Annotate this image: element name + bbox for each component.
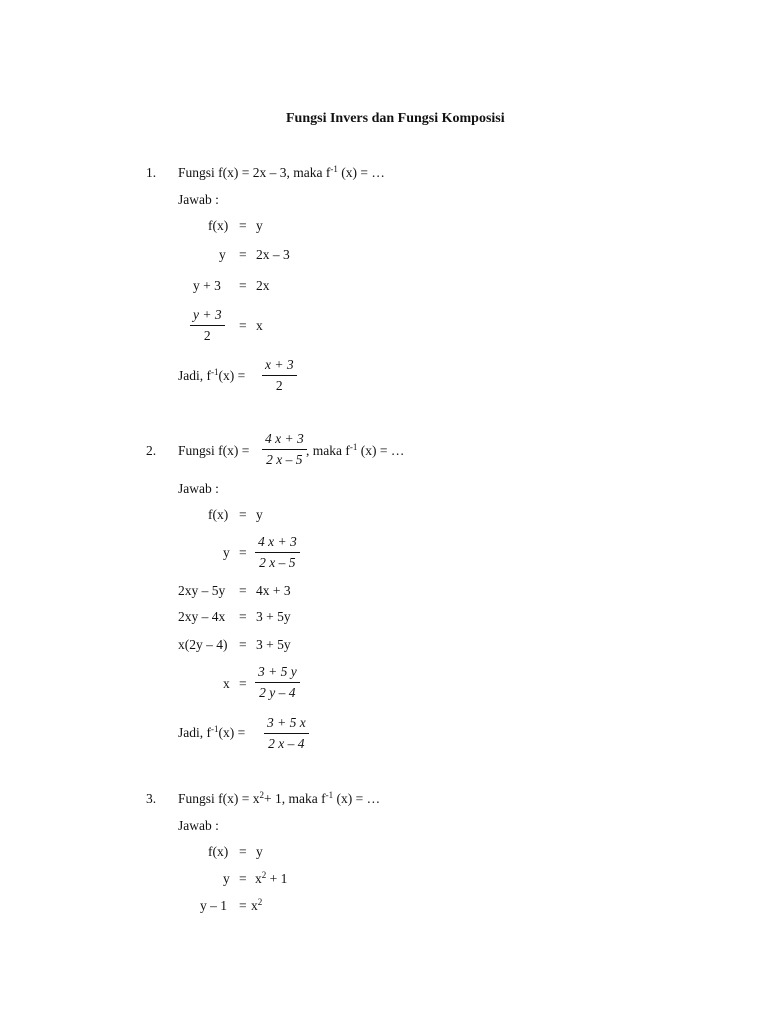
q1-statement-sup: -1: [330, 164, 338, 174]
q1-r4-denominator: 2: [203, 327, 211, 343]
q2-r6-eq: =: [239, 676, 247, 691]
q2-jadi-numerator: 3 + 5 x: [264, 716, 309, 734]
q2-statement-fraction: [262, 432, 307, 466]
q1-r2-eq: =: [239, 247, 247, 262]
q3-statement: [178, 792, 380, 806]
q2-r4-eq: =: [239, 609, 247, 624]
q2-r2-denominator: 2 x – 5: [259, 554, 296, 570]
q2-r1-eq: =: [239, 507, 247, 522]
q2-r4-lhs: 2xy – 4x: [178, 609, 226, 624]
q1-jadi-numerator: x + 3: [262, 358, 297, 376]
q1-r4-eq: =: [239, 318, 247, 333]
q2-jadi: [178, 726, 245, 740]
q2-statement-post-tail: (x) = …: [357, 443, 405, 458]
q2-jadi-fraction: [264, 716, 309, 750]
q3-r2-rhs: [255, 872, 287, 886]
q1-r2-rhs: 2x – 3: [256, 247, 290, 262]
q3-r2-eq: =: [239, 871, 247, 886]
q1-r2-lhs: y: [219, 247, 226, 262]
q1-statement: [178, 166, 385, 180]
q2-r3-rhs: 4x + 3: [256, 583, 291, 598]
q1-r1-eq: =: [239, 218, 247, 233]
q1-r3-eq: =: [239, 278, 247, 293]
q2-r3-lhs: 2xy – 5y: [178, 583, 226, 598]
q1-jadi-sup: -1: [211, 367, 219, 377]
q3-r2-square: 2: [261, 870, 267, 880]
q3-r2-rhs-post: + 1: [266, 871, 288, 886]
q3-r3-rhs-pre: x: [251, 898, 258, 913]
q2-r5-rhs: 3 + 5y: [256, 637, 291, 652]
q1-number: 1.: [146, 165, 157, 180]
q2-statement-denominator: 2 x – 5: [266, 451, 303, 467]
q1-r4-numerator: y + 3: [190, 308, 225, 326]
q1-r1-lhs: f(x): [208, 218, 229, 233]
q3-jawab: Jawab :: [178, 818, 219, 833]
q2-statement-numerator: 4 x + 3: [262, 432, 307, 450]
q2-jawab: Jawab :: [178, 481, 219, 496]
q1-jadi-post: (x) =: [218, 368, 246, 383]
q2-r5-eq: =: [239, 637, 247, 652]
q2-number: 2.: [146, 443, 157, 458]
q2-r6-denominator: 2 y – 4: [259, 684, 296, 700]
q3-statement-pre: Fungsi f(x) = x: [178, 791, 260, 806]
q1-r4-fraction: [190, 308, 225, 342]
q2-jadi-post: (x) =: [218, 725, 246, 740]
q2-statement-post-pre: , maka f: [306, 443, 350, 458]
q3-statement-post: (x) = …: [333, 791, 381, 806]
q2-r1-lhs: f(x): [208, 507, 229, 522]
q2-r6-lhs: x: [223, 676, 230, 691]
q1-r1-rhs: y: [256, 218, 263, 233]
q3-number: 3.: [146, 791, 157, 806]
q2-statement-post: [306, 444, 404, 458]
q1-jawab: Jawab :: [178, 192, 219, 207]
q1-jadi-fraction: [262, 358, 297, 392]
q2-jadi-pre: Jadi, f: [178, 725, 211, 740]
q2-jadi-sup: -1: [211, 724, 219, 734]
q2-r2-fraction: [255, 535, 300, 569]
q1-statement-pre: Fungsi f(x) = 2x – 3, maka f: [178, 165, 331, 180]
q2-r2-lhs: y: [223, 545, 230, 560]
q2-r5-lhs: x(2y – 4): [178, 637, 228, 652]
q1-r3-lhs: y + 3: [193, 278, 221, 293]
q3-r1-lhs: f(x): [208, 844, 229, 859]
q3-r1-rhs: y: [256, 844, 263, 859]
q3-r2-lhs: y: [223, 871, 230, 886]
q2-r6-numerator: 3 + 5 y: [255, 665, 300, 683]
q3-r2-rhs-pre: x: [255, 871, 262, 886]
q3-r3-rhs: [251, 899, 262, 913]
q2-r3-eq: =: [239, 583, 247, 598]
q3-statement-square: 2: [259, 790, 264, 800]
q1-jadi-pre: Jadi, f: [178, 368, 211, 383]
q1-statement-post: (x) = …: [337, 165, 385, 180]
q2-r2-numerator: 4 x + 3: [255, 535, 300, 553]
q3-r3-lhs: y – 1: [200, 898, 227, 913]
q2-r2-eq: =: [239, 545, 247, 560]
q2-r6-fraction: [255, 665, 300, 699]
q2-r1-rhs: y: [256, 507, 263, 522]
q2-statement-sup: -1: [349, 442, 358, 452]
q1-r4-rhs: x: [256, 318, 263, 333]
q1-jadi: [178, 369, 245, 383]
q3-r1-eq: =: [239, 844, 247, 859]
q2-r4-rhs: 3 + 5y: [256, 609, 291, 624]
q3-statement-mid: + 1, maka f: [264, 791, 326, 806]
page-title: Fungsi Invers dan Fungsi Komposisi: [286, 111, 505, 126]
q2-jadi-denominator: 2 x – 4: [268, 735, 305, 751]
q2-statement-pre: Fungsi f(x) =: [178, 443, 250, 458]
q1-jadi-denominator: 2: [275, 377, 283, 393]
q3-r3-eq: =: [239, 898, 247, 913]
q1-r3-rhs: 2x: [256, 278, 270, 293]
q3-statement-sup: -1: [325, 790, 334, 800]
q3-r3-square: 2: [257, 897, 263, 907]
